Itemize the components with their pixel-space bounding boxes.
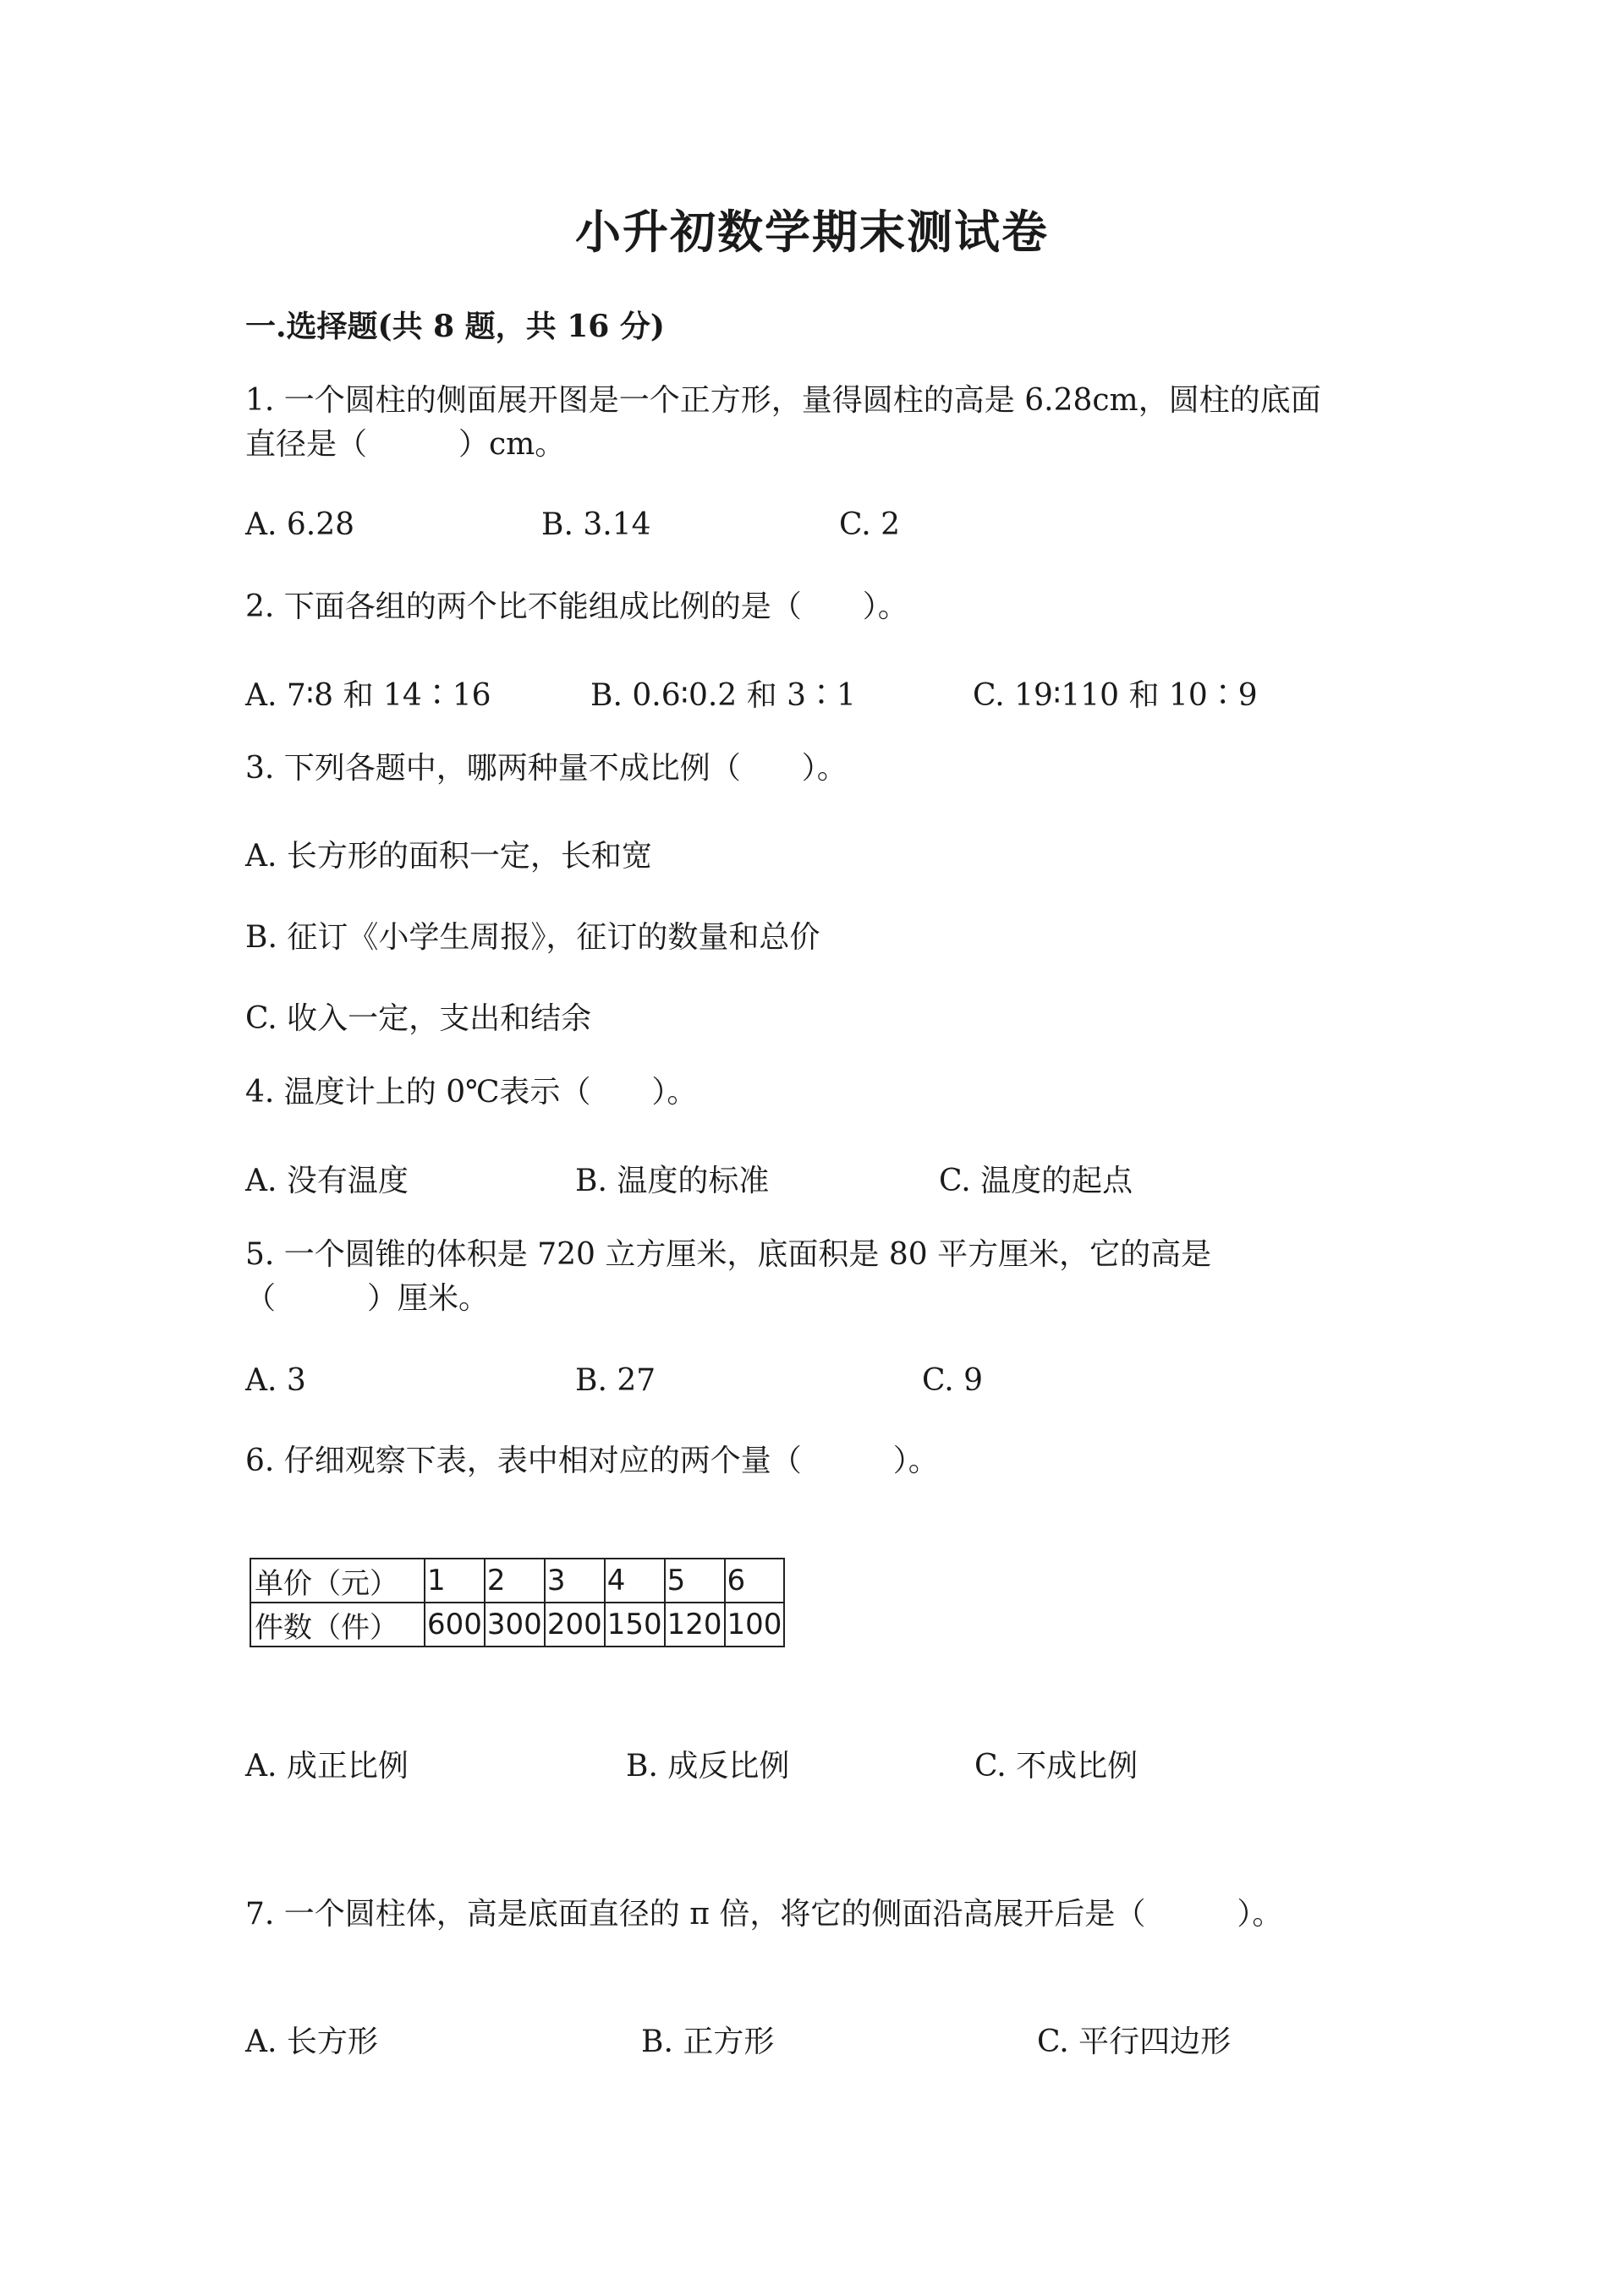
page-title: 小升初数学期末测试卷 bbox=[575, 205, 1049, 259]
question-2-line-1: 2. 下面各组的两个比不能组成比例的是（ ）。 bbox=[245, 589, 908, 624]
table-cell: 1 bbox=[425, 1559, 485, 1603]
table-header-cell: 单价（元） bbox=[250, 1559, 425, 1603]
question-6-option-b: B. 成反比例 bbox=[626, 1749, 790, 1784]
question-7-line-1: 7. 一个圆柱体，高是底面直径的 π 倍，将它的侧面沿高展开后是（ ）。 bbox=[245, 1897, 1283, 1932]
question-5-line-1: 5. 一个圆锥的体积是 720 立方厘米，底面积是 80 平方厘米，它的高是 bbox=[245, 1237, 1212, 1272]
table-cell: 6 bbox=[725, 1559, 785, 1603]
table-row bbox=[250, 1603, 784, 1647]
question-3-option-b: B. 征订《小学生周报》，征订的数量和总价 bbox=[245, 920, 820, 955]
question-1-line-1: 1. 一个圆柱的侧面展开图是一个正方形，量得圆柱的高是 6.28cm，圆柱的底面 bbox=[245, 383, 1321, 418]
question-5-line-2: （ ）厘米。 bbox=[245, 1281, 490, 1316]
question-5-option-a: A. 3 bbox=[245, 1363, 306, 1398]
question-2-option-a: A. 7∶8 和 14∶16 bbox=[245, 678, 491, 713]
table-cell: 4 bbox=[605, 1559, 665, 1603]
question-5-option-b: B. 27 bbox=[575, 1363, 656, 1398]
table-cell: 200 bbox=[545, 1603, 605, 1647]
question-4-option-b: B. 温度的标准 bbox=[575, 1164, 770, 1198]
question-2-option-c: C. 19∶110 和 10∶9 bbox=[973, 678, 1258, 713]
table-cell: 150 bbox=[605, 1603, 665, 1647]
question-6-option-c: C. 不成比例 bbox=[974, 1749, 1138, 1784]
question-1-option-a: A. 6.28 bbox=[245, 507, 355, 542]
question-5-option-c: C. 9 bbox=[922, 1363, 984, 1398]
question-1-line-2: 直径是（ ）cm。 bbox=[245, 427, 566, 462]
question-7-option-c: C. 平行四边形 bbox=[1037, 2025, 1232, 2059]
price-quantity-table bbox=[250, 1558, 785, 1647]
table-row bbox=[250, 1559, 784, 1603]
table-cell: 300 bbox=[485, 1603, 545, 1647]
table-header-cell: 件数（件） bbox=[250, 1603, 425, 1647]
table-cell: 100 bbox=[725, 1603, 785, 1647]
question-3-line-1: 3. 下列各题中，哪两种量不成比例（ ）。 bbox=[245, 751, 848, 786]
question-6-line-1: 6. 仔细观察下表，表中相对应的两个量（ ）。 bbox=[245, 1444, 939, 1478]
table-cell: 2 bbox=[485, 1559, 545, 1603]
question-7-option-a: A. 长方形 bbox=[245, 2025, 378, 2059]
question-3-option-c: C. 收入一定，支出和结余 bbox=[245, 1001, 592, 1036]
table-cell: 120 bbox=[665, 1603, 725, 1647]
question-7-option-b: B. 正方形 bbox=[641, 2025, 775, 2059]
table-cell: 600 bbox=[425, 1603, 485, 1647]
question-1-option-c: C. 2 bbox=[839, 507, 901, 542]
table-cell: 3 bbox=[545, 1559, 605, 1603]
question-4-line-1: 4. 温度计上的 0℃表示（ ）。 bbox=[245, 1075, 698, 1110]
question-6-option-a: A. 成正比例 bbox=[245, 1749, 409, 1784]
question-4-option-a: A. 没有温度 bbox=[245, 1164, 409, 1198]
question-3-option-a: A. 长方形的面积一定，长和宽 bbox=[245, 839, 652, 874]
table-cell: 5 bbox=[665, 1559, 725, 1603]
question-1-option-b: B. 3.14 bbox=[541, 507, 651, 542]
section-heading: 一.选择题(共 8 题，共 16 分) bbox=[245, 309, 665, 344]
question-2-option-b: B. 0.6∶0.2 和 3∶1 bbox=[590, 678, 856, 713]
question-4-option-c: C. 温度的起点 bbox=[939, 1164, 1133, 1198]
